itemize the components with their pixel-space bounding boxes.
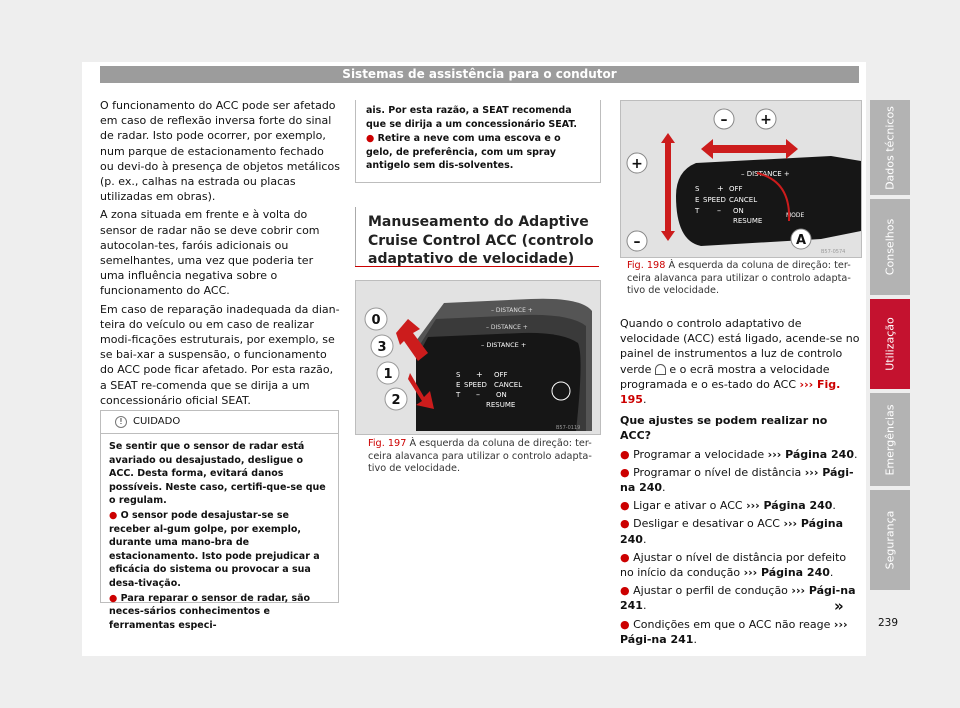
bullet-icon: ● xyxy=(620,465,634,479)
figure-198 xyxy=(620,100,862,258)
lever-minus: – xyxy=(476,390,480,399)
section-title: Manuseamento do Adaptive Cruise Control ACC (controlo adaptativo de velocidade) xyxy=(368,214,594,267)
bullet-icon: ● xyxy=(620,550,634,564)
caution-bullet xyxy=(109,592,330,633)
figure-198-caption xyxy=(627,260,859,298)
caution-text: Se sentir que o sensor de radar está avariado ou desajustado, desligue o ACC. Desta forma, evitará danos possíveis. Neste caso, certifi-que-se que o regulam. xyxy=(109,441,326,507)
bullet-text: Retire a neve com uma escova e o gelo, de preferência, com um spray antigelo sem dis-solventes. xyxy=(366,133,561,172)
caution-body xyxy=(101,434,338,639)
figure-number: Fig. 198 xyxy=(627,260,666,271)
paragraph-text: Quando o controlo adaptativo de velocidade (ACC) está ligado, acende-se no painel de instrumentos a luz de controlo verde xyxy=(620,317,860,376)
page-reference-link[interactable]: ››› Página 240 xyxy=(743,566,830,580)
tab-label: Conselhos xyxy=(883,218,897,276)
caption-text: À esquerda da coluna de direção: ter-ceira alavanca para utilizar o controlo adapta-tivo de velocidade. xyxy=(627,260,851,297)
bullet-icon: ● xyxy=(620,517,634,531)
list-item: ● Condições em que o ACC não reage ››› Pági-na 241. xyxy=(620,617,848,646)
bullet-text: Para reparar o sensor de radar, são neces-sários conhecimentos e ferramentas especi- xyxy=(109,592,311,631)
tab-dados-tecnicos[interactable] xyxy=(870,100,910,195)
bullet-icon: ● xyxy=(620,447,634,461)
position-label: 2 xyxy=(391,393,401,408)
page-reference-link[interactable]: ››› Pági-na 241 xyxy=(620,617,848,646)
label-plus-left: + xyxy=(631,156,643,172)
speedometer-icon xyxy=(655,364,666,375)
label-minus-left: – xyxy=(633,234,641,250)
page-reference-link[interactable]: ››› Pági-na 241 xyxy=(620,584,856,613)
lever-speed: SPEED xyxy=(703,196,726,204)
label-a: A xyxy=(795,233,807,248)
caution-bullet xyxy=(366,132,590,173)
lever-cancel: CANCEL xyxy=(494,381,523,389)
page-reference-link[interactable]: ››› Página 240 xyxy=(620,517,844,546)
tab-label: Dados técnicos xyxy=(883,105,897,190)
distance-label: – DISTANCE + xyxy=(741,170,790,178)
bullet-text: O sensor pode desajustar-se se receber al-gum golpe, por exemplo, durante uma mano-bra de estacionamento. Isto pode prejudicar a eficácia do sistema ou provocar a sua desa-tivação. xyxy=(109,509,320,589)
lever-resume: RESUME xyxy=(486,401,516,409)
page-reference-link[interactable]: ››› Página 240 xyxy=(767,447,854,461)
tab-label: Utilização xyxy=(883,317,897,371)
lever-s: S xyxy=(695,185,700,193)
tab-conselhos[interactable] xyxy=(870,199,910,295)
paragraph: Em caso de reparação inadequada da dian-teira do veículo ou em caso de realizar modi-ficações estruturais, por exemplo, se se bai-xar a suspensão, o funcionamento do ACC pode ficar afetado. Por esta razão, a SEAT re-comenda que se dirija a um concessionário oficial SEAT. xyxy=(100,302,340,407)
caution-continued-box xyxy=(355,100,601,183)
caution-text: ais. Por esta razão, a SEAT recomenda que se dirija a um concessionário SEAT. xyxy=(366,105,578,130)
list-item: ● Programar o nível de distância ››› Pági-na 240. xyxy=(620,465,854,495)
list-item-text: Condições em que o ACC não reage xyxy=(633,617,831,631)
lever-cancel: CANCEL xyxy=(729,196,758,204)
lever-t: T xyxy=(456,391,461,399)
list-item-text: Ajustar o nível de distância por defeito no início da condução xyxy=(620,550,847,580)
list-item: ● Desligar e desativar o ACC ››› Página 240. xyxy=(620,517,844,546)
bullet-icon: ● xyxy=(620,617,634,631)
left-column xyxy=(100,98,340,411)
right-column xyxy=(620,316,860,650)
tab-seguranca[interactable] xyxy=(870,490,910,590)
page-reference-link[interactable]: ››› Pági-na 240 xyxy=(620,465,854,495)
list-item-text: Desligar e desativar o ACC xyxy=(633,517,780,531)
paragraph-text: e o ecrã mostra a velocidade programada e o es-tado do ACC xyxy=(620,362,830,391)
lever-plus: + xyxy=(476,370,483,379)
figure-197-caption xyxy=(368,438,600,476)
lever-e: E xyxy=(695,196,700,204)
warning-icon: ! xyxy=(115,416,127,428)
chapter-header: Sistemas de assistência para o condutor xyxy=(100,66,859,83)
list-item-text: Ajustar o perfil de condução xyxy=(633,584,788,598)
subheading: Que ajustes se podem realizar no ACC? xyxy=(620,414,828,443)
list-item: ● Ajustar o nível de distância por defeito no início da condução ››› Página 240. xyxy=(620,550,847,580)
list-item: ● Programar a velocidade ››› Página 240. xyxy=(620,447,858,461)
list-item-text: Programar a velocidade xyxy=(633,447,765,461)
section-underline xyxy=(355,266,599,267)
tab-emergencias[interactable] xyxy=(870,393,910,486)
figure-code: B57-0574 xyxy=(821,249,846,255)
figure-197 xyxy=(355,280,601,435)
lever-on: ON xyxy=(733,207,744,215)
position-label: 3 xyxy=(377,340,387,355)
bullet-icon: ● xyxy=(366,133,378,145)
continued-icon: » xyxy=(834,597,844,615)
position-label: 0 xyxy=(371,313,381,328)
distance-label: – DISTANCE + xyxy=(481,341,527,349)
lever-plus: + xyxy=(717,184,724,193)
position-label: 1 xyxy=(383,367,393,382)
lever-illustration xyxy=(356,281,600,434)
caution-title: CUIDADO xyxy=(133,416,181,427)
lever-minus: – xyxy=(717,206,721,215)
lever-on: ON xyxy=(496,391,507,399)
figure-number: Fig. 197 xyxy=(368,438,407,449)
figure-code: B57-0119 xyxy=(556,425,581,431)
distance-label: – DISTANCE + xyxy=(491,307,533,314)
lever-t: T xyxy=(695,207,700,215)
lever-e: E xyxy=(456,381,461,389)
section-divider xyxy=(355,207,356,267)
bullet-icon: ● xyxy=(109,509,121,521)
tab-label: Segurança xyxy=(883,510,897,570)
lever-resume: RESUME xyxy=(733,217,763,225)
lever-off: OFF xyxy=(494,371,508,379)
caution-continued-body xyxy=(356,100,600,178)
bullet-icon: ● xyxy=(620,499,634,513)
lever-detail-illustration xyxy=(621,101,861,257)
list-item: ● Ajustar o perfil de condução ››› Pági-na 241. xyxy=(620,584,856,613)
lever-speed: SPEED xyxy=(464,381,487,389)
caution-bullet xyxy=(109,509,330,591)
lever-off: OFF xyxy=(729,185,743,193)
distance-label: – DISTANCE + xyxy=(486,324,528,331)
list-item-text: Ligar e ativar o ACC xyxy=(633,499,743,513)
page-reference-link[interactable]: ››› Página 240 xyxy=(746,499,833,513)
caution-box xyxy=(100,410,339,631)
caution-header xyxy=(101,411,338,434)
page-number: 239 xyxy=(878,617,899,629)
paragraph: O funcionamento do ACC pode ser afetado em caso de reflexão inversa forte do sinal de radar. Isto pode ocorrer, por exemplo, num parque de estacionamento fechado ou devi-do à presença de objetos metálicos (p. ex., calhas na estrada ou placas utilizadas em obras). xyxy=(100,99,340,204)
list-item: ● Ligar e ativar o ACC ››› Página 240. xyxy=(620,499,836,513)
lever-s: S xyxy=(456,371,461,379)
tab-utilizacao[interactable] xyxy=(870,299,910,389)
caption-text: À esquerda da coluna de direção: ter-ceira alavanca para utilizar o controlo adapta-tivo de velocidade. xyxy=(368,438,592,475)
list-item-text: Programar o nível de distância xyxy=(633,465,802,479)
paragraph: A zona situada em frente e à volta do sensor de radar não se deve cobrir com autocolan-tes, faróis adicionais ou semelhantes, uma vez que poderia ter uma influência negativa sobre o funcionamento do ACC. xyxy=(100,208,320,298)
bullet-icon: ● xyxy=(109,592,121,604)
settings-list xyxy=(620,447,860,647)
bullet-icon: ● xyxy=(620,584,634,598)
lever-mode: MODE xyxy=(786,212,805,219)
label-plus-top: + xyxy=(760,112,772,128)
tab-label: Emergências xyxy=(883,403,897,476)
figure-reference-link[interactable]: ››› Fig. 195 xyxy=(620,377,841,407)
paragraph: Quando o controlo adaptativo de velocidade (ACC) está ligado, acende-se no painel de instrumentos a luz de controlo verde e o ecrã mostra a velocidade programada e o es-tado do ACC ››› Fig. 195. xyxy=(620,317,860,407)
label-minus-top: – xyxy=(720,112,728,128)
